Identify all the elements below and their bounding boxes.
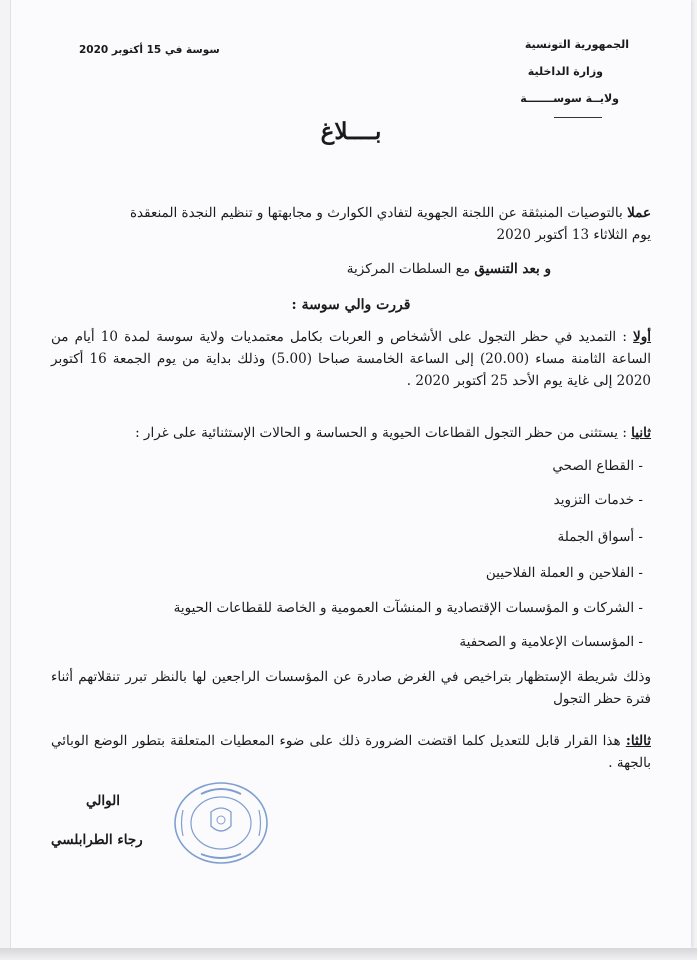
signature-name: رجاء الطرابلسي: [51, 832, 143, 848]
coordination-line: [51, 258, 551, 280]
article-first-lead: أولا: [633, 329, 651, 345]
document-page: [10, 0, 691, 948]
header-country: الجمهورية التونسية: [524, 38, 629, 51]
list-item: - القطاع الصحي: [552, 458, 643, 474]
intro-text-line2: يوم الثلاثاء 13 أكتوبر 2020: [496, 227, 651, 243]
header-governorate: ولايــة سوســـــــة: [520, 92, 619, 105]
coordination-lead: و بعد التنسيق: [474, 261, 551, 277]
condition-paragraph: وذلك شريطة الإستظهار بتراخيص في الغرض صادرة عن المؤسسات الراجعين لها بالنظر تبرر تنقلاتهم أثناء فترة حظر التجول: [51, 669, 651, 707]
official-stamp: [171, 780, 271, 866]
page-fold-shadow: [0, 948, 697, 960]
article-second-lead: ثانيا: [631, 425, 651, 441]
list-item: - الشركات و المؤسسات الإقتصادية و المنشآت العمومية و الخاصة للقطاعات الحيوية: [173, 600, 643, 616]
article-second-text: : يستثنى من حظر التجول القطاعات الحيوية و الحساسة و الحالات الإستثنائية على غرار :: [135, 425, 627, 441]
signature-role: الوالي: [86, 793, 120, 809]
article-third-lead: ثالثا:: [625, 733, 652, 749]
list-item: - المؤسسات الإعلامية و الصحفية: [459, 634, 643, 650]
decision-heading: قررت والي سوسة :: [291, 297, 411, 313]
intro-paragraph: [51, 202, 651, 246]
list-item: - أسواق الجملة: [557, 529, 643, 545]
article-first: [51, 326, 651, 392]
article-third: [51, 730, 651, 774]
article-first-text: : التمديد في حظر التجول على الأشخاص و العربات بكامل معتمديات ولاية سوسة لمدة 10 أيام من الساعة الثامنة مساء (20.00) إلى الساعة الخامسة صباحا (5.00) وذلك بداية من يوم الجمعة 16 أكتوبر 2020 إلى غاية يوم الأحد 25 أكتوبر 2020 .: [51, 329, 651, 389]
article-third-text: هذا القرار قابل للتعديل كلما اقتضت الضرورة ذلك على ضوء المعطيات المتعلقة بتطور الوضع الوبائي بالجهة .: [51, 733, 651, 771]
header-ministry: وزارة الداخلية: [527, 65, 603, 78]
list-item: - خدمات التزويد: [553, 492, 643, 508]
date-line: سوسة في 15 أكتوبر 2020: [79, 44, 220, 56]
page-title: بــــلاغ: [320, 118, 382, 145]
coordination-text: مع السلطات المركزية: [346, 261, 471, 277]
article-second: [51, 422, 651, 444]
intro-text-line1: بالتوصيات المنبثقة عن اللجنة الجهوية لتفادي الكوارث و مجابهتها و تنظيم النجدة المنعقدة: [129, 205, 623, 221]
intro-lead: عملا: [627, 205, 651, 221]
list-item: - الفلاحين و العملة الفلاحيين: [485, 565, 643, 581]
